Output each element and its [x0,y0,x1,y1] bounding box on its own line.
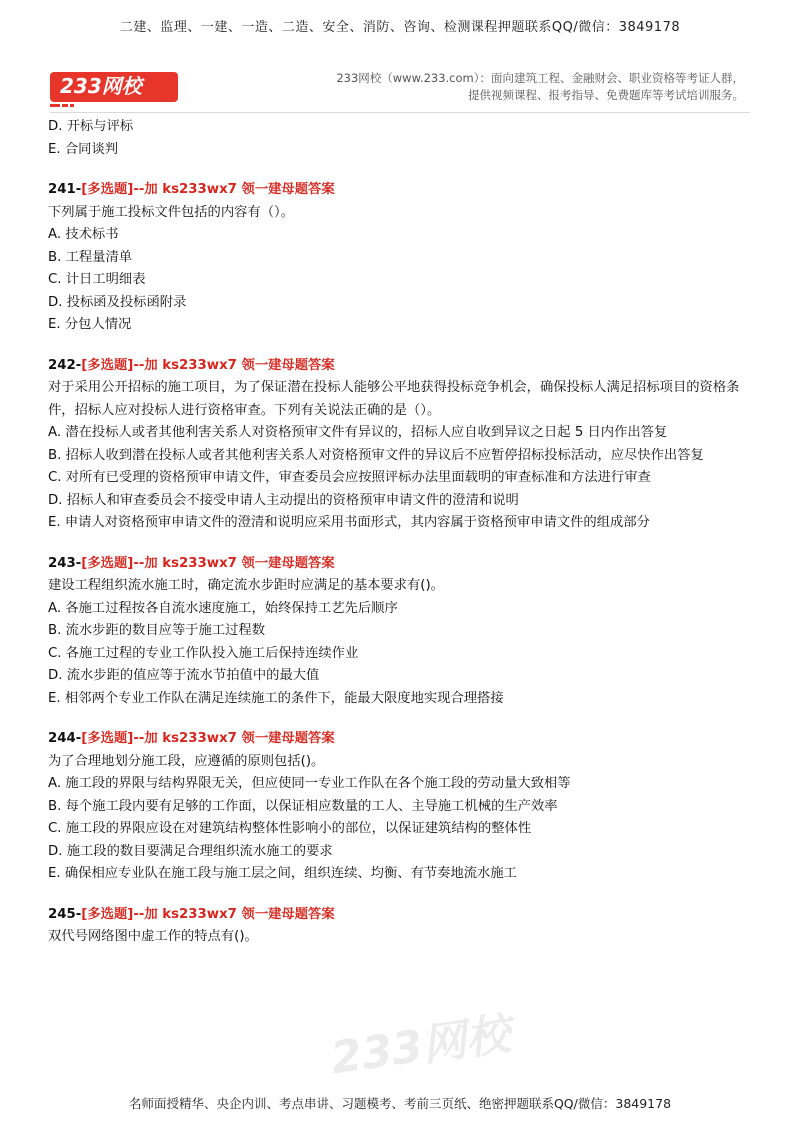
option: C. 计日工明细表 [48,272,146,287]
question-tag: [多选题]--加 ks233wx7 领一建母题答案 [81,357,335,373]
question-245 [48,904,754,949]
previous-question-options [48,116,754,161]
header-divider [50,112,750,113]
option: C. 施工段的界限应设在对建筑结构整体性影响小的部位，以保证建筑结构的整体性 [48,821,532,836]
question-number: 243- [48,555,82,571]
question-number: 244- [48,731,82,746]
question-244 [48,728,754,886]
question-stem: 为了合理地划分施工段，应遵循的原则包括()。 [48,753,325,769]
question-header [48,728,754,751]
option: D. 施工段的数目要满足合理组织流水施工的要求 [48,843,333,859]
question-241 [48,179,754,337]
header-desc-line1: 233网校（www.233.com）：面向建筑工程、金融财会、职业资格等考证人群， [336,71,744,85]
option: A. 技术标书 [48,227,119,242]
question-header [48,355,754,378]
question-number: 241- [48,182,82,197]
option: E. 申请人对资格预审申请文件的澄清和说明应采用书面形式，其内容属于资格预审申请文件的组成部分 [48,515,650,530]
option: C. 对所有已受理的资格预审申请文件，审查委员会应按照评标办法里面载明的审查标准和方法进行审查 [48,470,651,485]
header-description [314,70,744,104]
question-header [48,904,754,927]
option: D. 流水步距的值应等于流水节拍值中的最大值 [48,668,320,683]
question-header [48,179,754,202]
top-banner: 二建、监理、一建、一造、二造、安全、消防、咨询、检测课程押题联系QQ/微信：3849178 [119,20,681,35]
question-stem: 双代号网络图中虚工作的特点有()。 [48,929,258,944]
option: A. 各施工过程按各自流水速度施工，始终保持工艺先后顺序 [48,600,398,616]
option: C. 各施工过程的专业工作队投入施工后保持连续作业 [48,645,359,661]
option: E. 合同谈判 [48,141,119,157]
question-tag: [多选题]--加 ks233wx7 领一建母题答案 [81,555,335,571]
option: B. 工程量清单 [48,249,133,265]
question-243 [48,553,754,711]
question-242 [48,355,754,535]
option: D. 招标人和审查委员会不接受申请人主动提出的资格预审申请文件的澄清和说明 [48,492,519,508]
option: E. 相邻两个专业工作队在满足连续施工的条件下，能最大限度地实现合理搭接 [48,690,504,706]
footer-banner: 名师面授精华、央企内训、考点串讲、习题模考、考前三页纸、绝密押题联系QQ/微信：3849178 [128,1096,672,1111]
watermark: 233网校 [327,1008,514,1085]
question-tag: [多选题]--加 ks233wx7 领一建母题答案 [81,906,335,922]
option: B. 招标人收到潜在投标人或者其他利害关系人对资格预审文件的异议后不应暂停招标投标活动，应尽快作出答复 [48,447,704,463]
option: D. 开标与评标 [48,119,134,134]
logo-underline [50,104,178,107]
question-tag: [多选题]--加 ks233wx7 领一建母题答案 [81,731,335,746]
option: B. 流水步距的数目应等于施工过程数 [48,623,266,638]
option: B. 每个施工段内要有足够的工作面，以保证相应数量的工人、主导施工机械的生产效率 [48,798,558,814]
question-stem: 对于采用公开招标的施工项目，为了保证潜在投标人能够公平地获得投标竞争机会，确保投标人满足招标项目的资格条件，招标人应对投标人进行资格审查。下列有关说法正确的是（）。 [48,380,740,418]
option: D. 投标函及投标函附录 [48,294,187,310]
option: E. 分包人情况 [48,317,132,332]
question-stem: 下列属于施工投标文件包括的内容有（）。 [48,204,294,220]
question-content [48,116,754,949]
option: E. 确保相应专业队在施工段与施工层之间，组织连续、均衡、有节奏地流水施工 [48,866,517,881]
question-stem: 建设工程组织流水施工时，确定流水步距时应满足的基本要求有()。 [48,578,444,593]
option: A. 施工段的界限与结构界限无关，但应使同一专业工作队在各个施工段的劳动量大致相等 [48,776,571,791]
question-number: 242- [48,357,82,373]
header-desc-line2: 提供视频课程、报考指导、免费题库等考试培训服务。 [468,88,744,102]
question-tag: [多选题]--加 ks233wx7 领一建母题答案 [81,182,335,197]
question-header [48,553,754,576]
option: A. 潜在投标人或者其他利害关系人对资格预审文件有异议的，招标人应自收到异议之日起 5 日内作出答复 [48,425,668,440]
logo-233: 233网校 [50,72,178,102]
question-number: 245- [48,906,82,922]
